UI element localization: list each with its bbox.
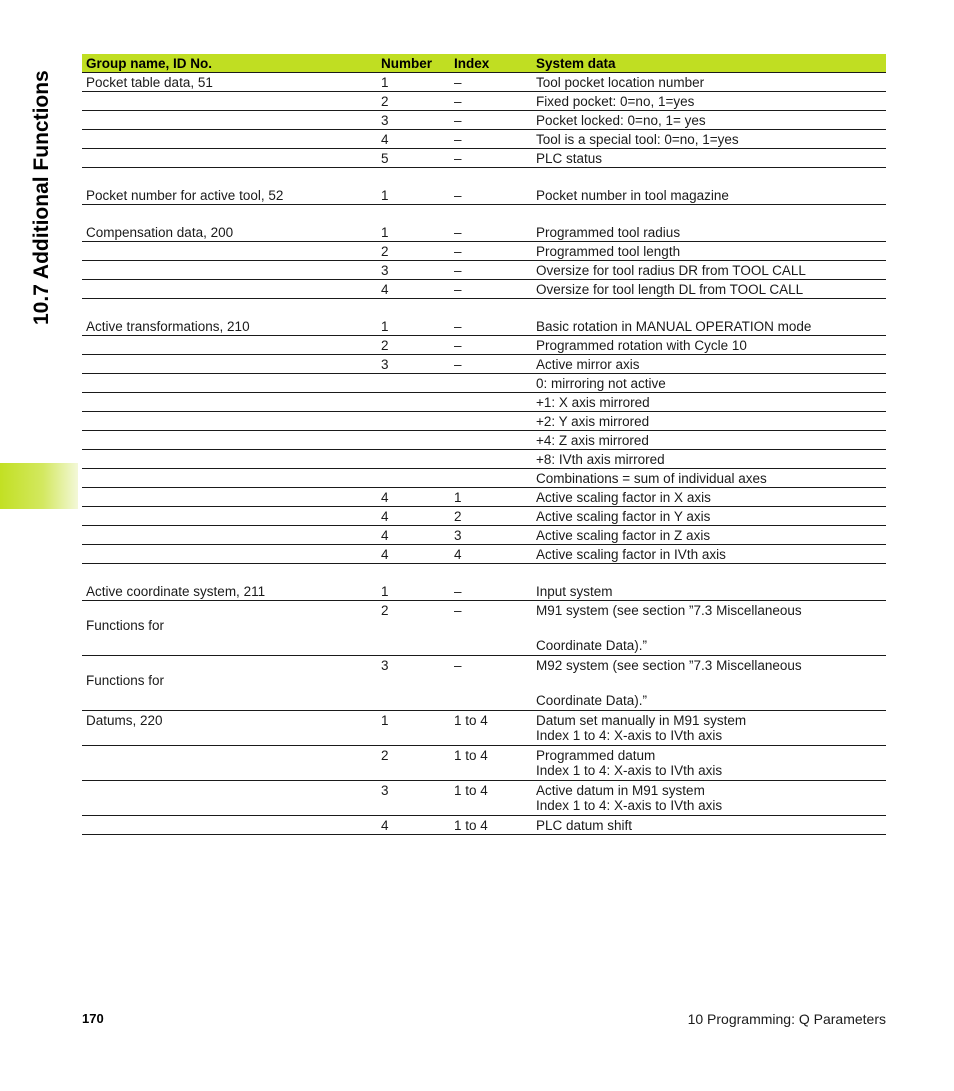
table-row [82,261,886,280]
cell-group [82,507,377,526]
cell-group-text: Functions for [86,673,165,688]
table-row [82,280,886,299]
header-system-data: System data [532,54,886,73]
table-row [82,656,886,711]
cell-group-text: Functions for [86,618,165,633]
cell-number: 4 [377,526,450,545]
cell-group [82,488,377,507]
table-row [82,149,886,168]
table-row [82,223,886,242]
cell-system-data: +8: IVth axis mirrored [532,450,886,469]
cell-number [377,412,450,431]
cell-system-data: Programmed tool radius [532,223,886,242]
cell-group [82,601,377,656]
system-data-line-1: Datum set manually in M91 system [536,713,747,728]
cell-system-data: Active scaling factor in Z axis [532,526,886,545]
table-row [82,336,886,355]
cell-system-data: PLC datum shift [532,816,886,835]
cell-number: 2 [377,336,450,355]
cell-number: 2 [377,242,450,261]
cell-group [82,469,377,488]
cell-group [82,149,377,168]
cell-index: – [450,317,532,336]
system-data-line-1: M91 system (see section ”7.3 Miscellaneous [536,603,802,618]
table-header-row [82,54,886,73]
cell-group [82,261,377,280]
cell-system-data: Active scaling factor in X axis [532,488,886,507]
table-row [82,92,886,111]
cell-system-data: Oversize for tool radius DR from TOOL CALL [532,261,886,280]
cell-number: 4 [377,280,450,299]
system-data-line-1: Active datum in M91 system [536,783,705,798]
cell-system-data: +1: X axis mirrored [532,393,886,412]
table-row [82,393,886,412]
cell-index: – [450,130,532,149]
system-data-line-2: Coordinate Data).” [536,693,648,708]
cell-group [82,355,377,374]
cell-number: 4 [377,816,450,835]
table-row [82,582,886,601]
cell-index: – [450,582,532,601]
cell-number: 4 [377,545,450,564]
cell-number: 3 [377,261,450,280]
cell-number [377,469,450,488]
cell-group: Pocket table data, 51 [82,73,377,92]
cell-index: 4 [450,545,532,564]
header-group-name: Group name, ID No. [82,54,377,73]
cell-group [82,336,377,355]
cell-system-data: 0: mirroring not active [532,374,886,393]
system-data-line-2: Coordinate Data).” [536,638,648,653]
cell-index: – [450,355,532,374]
cell-index: 1 [450,488,532,507]
cell-system-data: Active scaling factor in IVth axis [532,545,886,564]
cell-index [450,450,532,469]
cell-index [450,393,532,412]
cell-number: 4 [377,488,450,507]
cell-number [377,393,450,412]
table-row [82,526,886,545]
cell-system-data: Pocket locked: 0=no, 1= yes [532,111,886,130]
table-row [82,242,886,261]
table-row [82,450,886,469]
system-data-line-2: Index 1 to 4: X-axis to IVth axis [536,763,723,778]
cell-system-data: Tool pocket location number [532,73,886,92]
cell-system-data [532,711,886,746]
cell-index [450,374,532,393]
cell-system-data: Input system [532,582,886,601]
cell-system-data: Pocket number in tool magazine [532,186,886,205]
cell-group [82,816,377,835]
cell-number: 2 [377,92,450,111]
table-row [82,601,886,656]
cell-index [450,431,532,450]
cell-number: 3 [377,355,450,374]
cell-system-data: +4: Z axis mirrored [532,431,886,450]
cell-index: 2 [450,507,532,526]
cell-index: – [450,656,532,711]
cell-number: 4 [377,130,450,149]
system-data-table [82,54,886,835]
cell-index: – [450,336,532,355]
cell-group [82,781,377,816]
cell-group: Active coordinate system, 211 [82,582,377,601]
cell-index: 1 to 4 [450,781,532,816]
system-data-line-2: Index 1 to 4: X-axis to IVth axis [536,798,723,813]
table-row [82,488,886,507]
cell-index [450,412,532,431]
cell-index: 1 to 4 [450,746,532,781]
cell-number: 1 [377,582,450,601]
table-row [82,374,886,393]
cell-group [82,374,377,393]
system-data-line-1: M92 system (see section ”7.3 Miscellaneous [536,658,802,673]
cell-system-data: Active mirror axis [532,355,886,374]
table-row [82,355,886,374]
table-row [82,507,886,526]
cell-index: 3 [450,526,532,545]
cell-number: 2 [377,746,450,781]
cell-group [82,450,377,469]
table-row [82,431,886,450]
cell-group: Pocket number for active tool, 52 [82,186,377,205]
group-spacer [82,299,886,318]
cell-number: 1 [377,711,450,746]
cell-system-data [532,656,886,711]
group-spacer [82,564,886,583]
cell-number: 1 [377,73,450,92]
cell-group [82,130,377,149]
header-number: Number [377,54,450,73]
cell-index: – [450,111,532,130]
cell-system-data: PLC status [532,149,886,168]
table-row [82,711,886,746]
header-index: Index [450,54,532,73]
cell-index: – [450,280,532,299]
cell-index: – [450,149,532,168]
cell-system-data: Basic rotation in MANUAL OPERATION mode [532,317,886,336]
table-row [82,412,886,431]
cell-number: 4 [377,507,450,526]
cell-group: Active transformations, 210 [82,317,377,336]
table-row [82,317,886,336]
cell-group [82,431,377,450]
cell-group [82,280,377,299]
cell-index: – [450,92,532,111]
table-row [82,816,886,835]
table-row [82,545,886,564]
table-row [82,746,886,781]
cell-index: 1 to 4 [450,711,532,746]
cell-system-data: Active scaling factor in Y axis [532,507,886,526]
cell-system-data: +2: Y axis mirrored [532,412,886,431]
cell-index: – [450,601,532,656]
cell-group [82,242,377,261]
cell-system-data: Programmed rotation with Cycle 10 [532,336,886,355]
cell-group: Datums, 220 [82,711,377,746]
table-row [82,111,886,130]
chapter-footer: 10 Programming: Q Parameters [687,1011,886,1027]
group-spacer [82,205,886,224]
cell-group [82,393,377,412]
cell-number: 2 [377,601,450,656]
cell-group [82,656,377,711]
cell-number: 3 [377,781,450,816]
group-spacer [82,168,886,187]
cell-system-data: Oversize for tool length DL from TOOL CALL [532,280,886,299]
cell-number: 3 [377,111,450,130]
cell-group: Compensation data, 200 [82,223,377,242]
table-row [82,73,886,92]
cell-index [450,469,532,488]
table-row [82,186,886,205]
cell-group [82,92,377,111]
cell-number [377,431,450,450]
cell-number: 1 [377,317,450,336]
cell-system-data: Tool is a special tool: 0=no, 1=yes [532,130,886,149]
cell-index: – [450,186,532,205]
cell-system-data [532,601,886,656]
cell-group [82,545,377,564]
cell-index: 1 to 4 [450,816,532,835]
chapter-tab-marker [0,463,78,509]
cell-group [82,526,377,545]
cell-index: – [450,261,532,280]
cell-index: – [450,223,532,242]
cell-number: 1 [377,223,450,242]
cell-number: 1 [377,186,450,205]
table-row [82,781,886,816]
cell-index: – [450,73,532,92]
system-data-line-2: Index 1 to 4: X-axis to IVth axis [536,728,723,743]
system-data-line-1: Programmed datum [536,748,656,763]
table-row [82,469,886,488]
cell-number: 5 [377,149,450,168]
cell-system-data: Fixed pocket: 0=no, 1=yes [532,92,886,111]
cell-index: – [450,242,532,261]
cell-group [82,746,377,781]
cell-system-data [532,746,886,781]
cell-system-data [532,781,886,816]
chapter-side-title: 10.7 Additional Functions [30,70,53,325]
cell-number [377,374,450,393]
cell-number [377,450,450,469]
table-row [82,130,886,149]
cell-number: 3 [377,656,450,711]
cell-group [82,412,377,431]
cell-group [82,111,377,130]
cell-system-data: Programmed tool length [532,242,886,261]
page-number: 170 [82,1011,104,1026]
cell-system-data: Combinations = sum of individual axes [532,469,886,488]
